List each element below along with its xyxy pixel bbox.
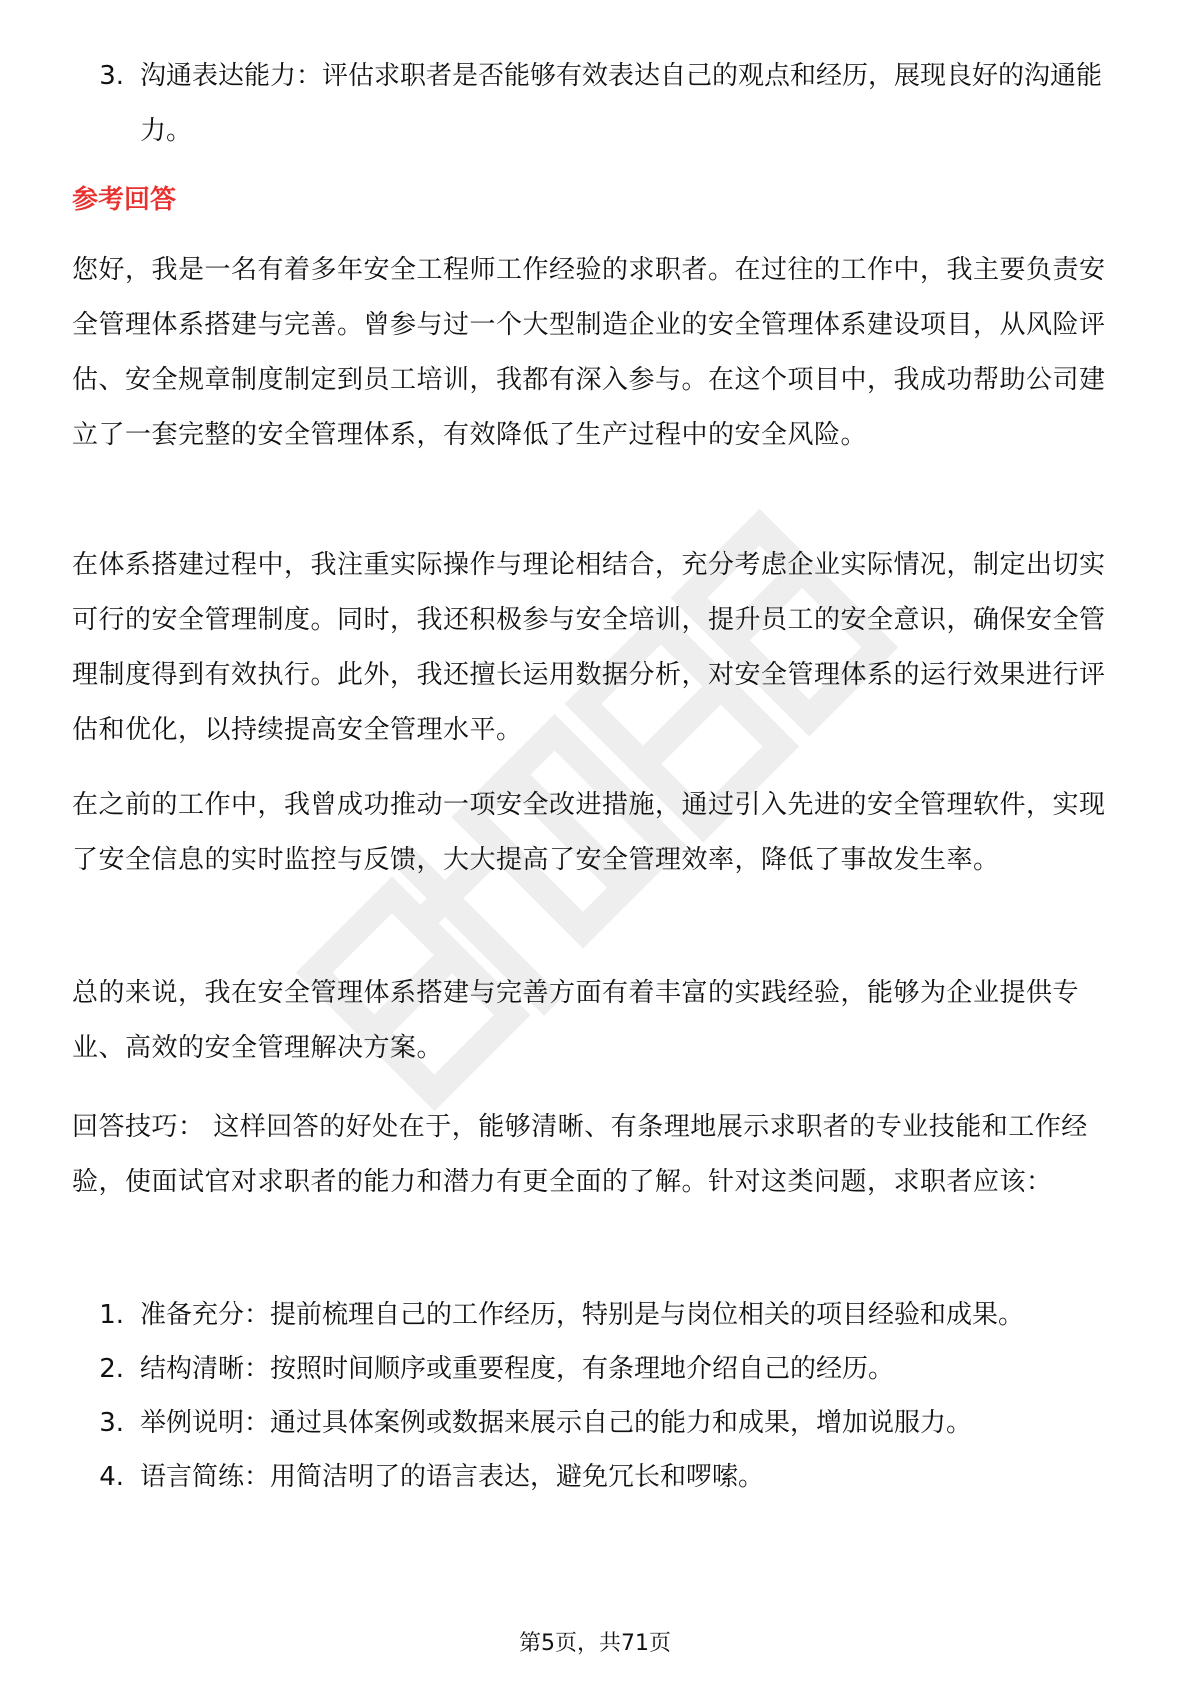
- list-item: [72, 1396, 1120, 1451]
- paragraph-answer-tips: 回答技巧： 这样回答的好处在于，能够清晰、有条理地展示求职者的专业技能和工作经验，使面试官对求职者的能力和潜力有更全面的了解。针对这类问题，求职者应该：: [72, 1112, 1088, 1197]
- paragraph-summary: 总的来说，我在安全管理体系搭建与完善方面有着丰富的实践经验，能够为企业提供专业、高效的安全管理解决方案。: [72, 978, 1080, 1063]
- list-number: 4.: [99, 1462, 124, 1492]
- list-item-communication: [72, 49, 1120, 159]
- list-item: [72, 1450, 1120, 1505]
- list-item-text: 准备充分：提前梳理自己的工作经历，特别是与岗位相关的项目经验和成果。: [140, 1300, 1025, 1330]
- section-heading: 参考回答: [72, 185, 177, 215]
- list-number: 3.: [99, 61, 124, 91]
- list-number: 2.: [99, 1354, 124, 1384]
- list-number: 1.: [99, 1300, 124, 1330]
- page-number-footer: 第5页，共71页: [519, 1631, 671, 1656]
- list-item-text: 举例说明：通过具体案例或数据来展示自己的能力和成果，增加说服力。: [140, 1408, 973, 1438]
- list-item: [72, 1342, 1120, 1397]
- list-item-text: 语言简练：用简洁明了的语言表达，避免冗长和啰嗦。: [140, 1462, 765, 1492]
- list-item: [72, 1288, 1120, 1343]
- paragraph-system-building: 在体系搭建过程中，我注重实际操作与理论相结合，充分考虑企业实际情况，制定出切实可行的安全管理制度。同时，我还积极参与安全培训，提升员工的安全意识，确保安全管理制度得到有效执行。此外，我还擅长运用数据分析，对安全管理体系的运行效果进行评估和优化，以持续提高安全管理水平。: [72, 550, 1106, 745]
- paragraph-previous-work: 在之前的工作中，我曾成功推动一项安全改进措施，通过引入先进的安全管理软件，实现了安全信息的实时监控与反馈，大大提高了安全管理效率，降低了事故发生率。: [72, 790, 1106, 875]
- list-item-text: 沟通表达能力：评估求职者是否能够有效表达自己的观点和经历，展现良好的沟通能力。: [140, 61, 1103, 146]
- list-number: 3.: [99, 1408, 124, 1438]
- paragraph-intro: 您好，我是一名有着多年安全工程师工作经验的求职者。在过往的工作中，我主要负责安全管理体系搭建与完善。曾参与过一个大型制造企业的安全管理体系建设项目，从风险评估、安全规章制度制定到员工培训，我都有深入参与。在这个项目中，我成功帮助公司建立了一套完整的安全管理体系，有效降低了生产过程中的安全风险。: [72, 255, 1106, 450]
- list-item-text: 结构清晰：按照时间顺序或重要程度，有条理地介绍自己的经历。: [140, 1354, 895, 1384]
